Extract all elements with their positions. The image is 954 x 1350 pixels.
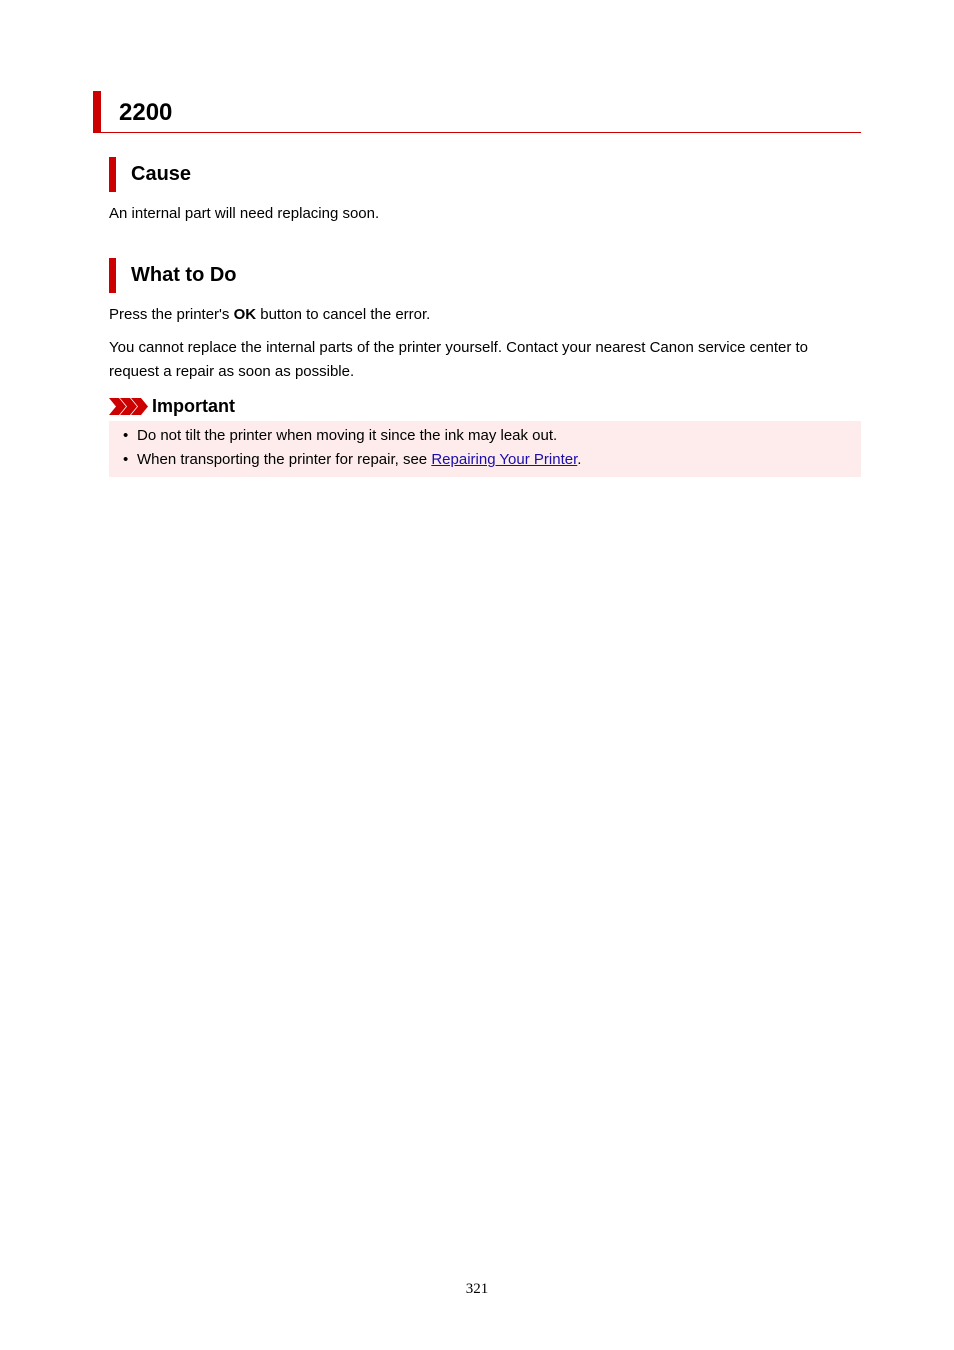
para-1-text-before: Press the printer's (109, 306, 234, 323)
important-item-2-after: . (577, 451, 582, 468)
repairing-your-printer-link[interactable]: Repairing Your Printer (431, 451, 578, 468)
important-item-2-before: When transporting the printer for repair, see (137, 451, 432, 468)
cause-heading: Cause (109, 157, 191, 192)
important-list (123, 424, 861, 472)
important-item-2 (123, 448, 861, 472)
important-label: Important (152, 395, 235, 416)
page-title: 2200 (119, 99, 173, 126)
important-heading (109, 394, 235, 418)
important-item-1: • Do not tilt the printer when moving it since the ink may leak out. (123, 424, 861, 448)
page-title-block (93, 91, 861, 133)
triple-chevron-icon (109, 398, 149, 415)
cause-text: An internal part will need replacing soon. (109, 205, 380, 222)
para-1-text-after: button to cancel the error. (256, 306, 431, 323)
what-to-do-para-2: You cannot replace the internal parts of the printer yourself. Contact your nearest Canon service center to request a repair as soon as possible. (109, 339, 809, 380)
what-to-do-heading: What to Do (109, 258, 237, 293)
page-number: 321 (465, 1281, 489, 1297)
what-to-do-para-1 (109, 303, 861, 327)
important-box (109, 421, 861, 477)
ok-button-label: OK (233, 306, 257, 323)
